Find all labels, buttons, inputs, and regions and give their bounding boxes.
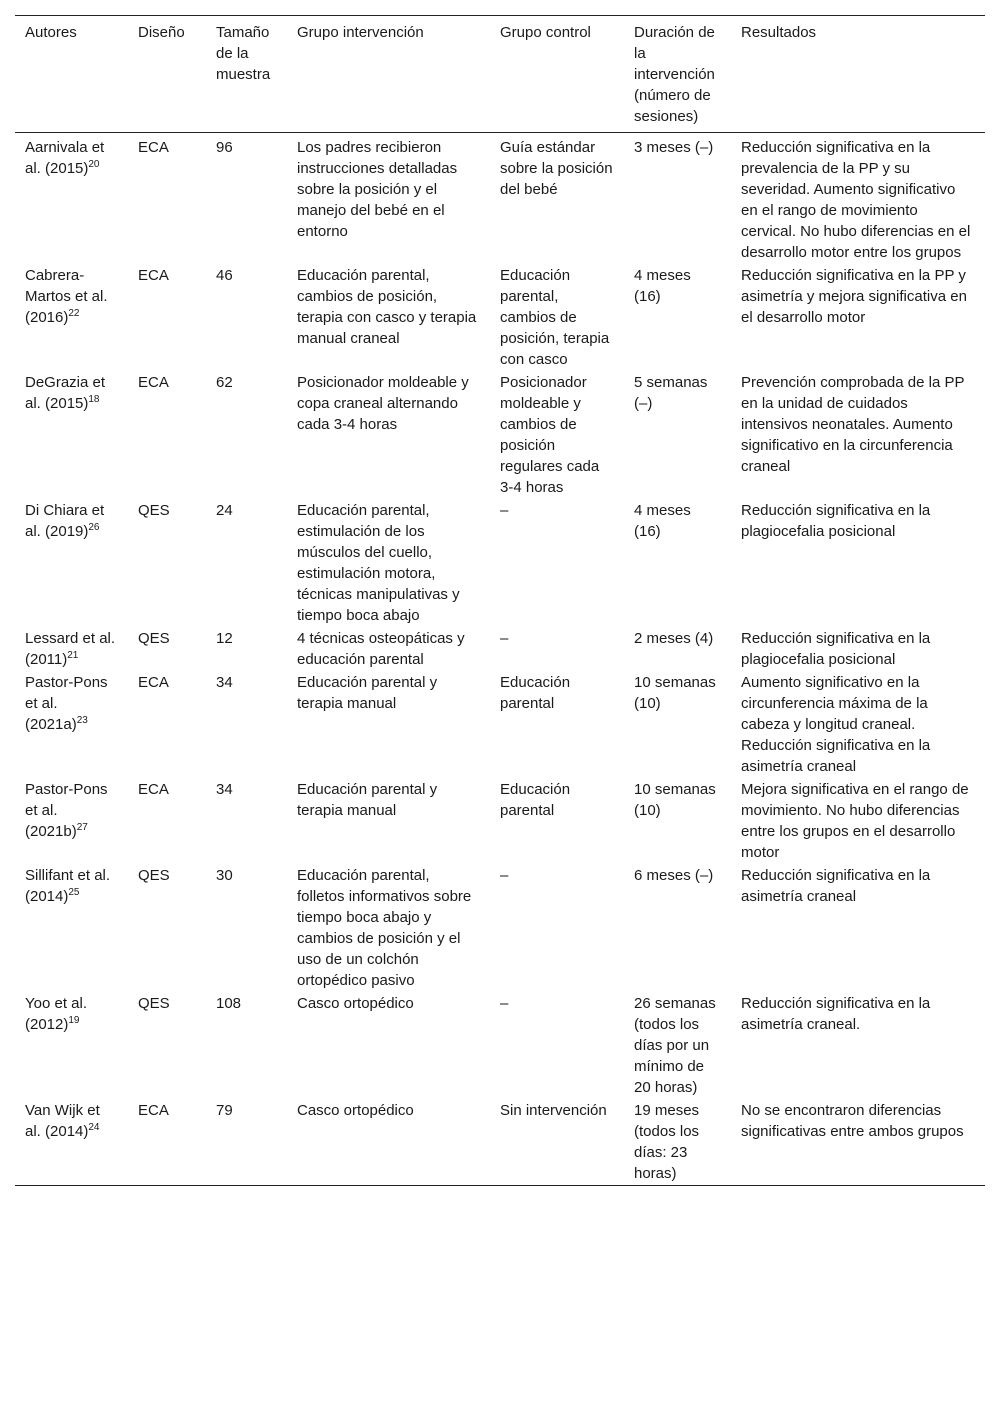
cell-tamano: 46 bbox=[216, 267, 233, 284]
cell-control: Posicionador moldeable y cambios de posición regulares cada 3-4 horas bbox=[500, 374, 600, 496]
cell-control: Sin intervención bbox=[500, 1102, 607, 1119]
header-tamano: Tamaño de la muestra bbox=[216, 24, 271, 83]
cell-duracion: 10 semanas (10) bbox=[634, 674, 716, 712]
reference-number: 25 bbox=[68, 887, 80, 898]
cell-control: – bbox=[500, 630, 509, 647]
cell-resultados: Reducción significativa en la plagiocefalia posicional bbox=[741, 502, 931, 540]
cell-diseno: ECA bbox=[138, 674, 169, 691]
table-row bbox=[15, 264, 985, 371]
cell-tamano: 12 bbox=[216, 630, 233, 647]
table-row bbox=[15, 371, 985, 499]
cell-resultados: Reducción significativa en la prevalencia de la PP y su severidad. Aumento significativo en el rango de movimiento cervical. No hubo diferencias en el desarrollo motor entre los grupos bbox=[741, 139, 971, 261]
cell-resultados: No se encontraron diferencias significativas entre ambos grupos bbox=[741, 1102, 964, 1140]
cell-intervencion: Casco ortopédico bbox=[297, 1102, 414, 1119]
header-resultados: Resultados bbox=[741, 24, 817, 41]
cell-diseno: QES bbox=[138, 630, 170, 647]
cell-intervencion: Los padres recibieron instrucciones detalladas sobre la posición y el manejo del bebé en el entorno bbox=[297, 139, 458, 240]
cell-duracion: 6 meses (–) bbox=[634, 867, 714, 884]
reference-number: 20 bbox=[88, 159, 100, 170]
studies-table bbox=[15, 15, 985, 1186]
cell-duracion: 5 semanas (–) bbox=[634, 374, 708, 412]
cell-control: – bbox=[500, 995, 509, 1012]
header-duracion: Duración de la intervención (número de sesiones) bbox=[634, 24, 715, 125]
reference-number: 21 bbox=[67, 650, 79, 661]
cell-autor bbox=[15, 992, 128, 1099]
author-name: Pastor-Pons et al. (2021b) bbox=[25, 781, 108, 840]
cell-autor bbox=[15, 1099, 128, 1186]
cell-diseno: ECA bbox=[138, 139, 169, 156]
table-row bbox=[15, 1099, 985, 1186]
cell-resultados: Reducción significativa en la asimetría craneal bbox=[741, 867, 931, 905]
cell-diseno: ECA bbox=[138, 1102, 169, 1119]
cell-intervencion: Educación parental, estimulación de los músculos del cuello, estimulación motora, técnicas manipulativas y tiempo boca abajo bbox=[297, 502, 460, 624]
cell-diseno: ECA bbox=[138, 267, 169, 284]
cell-control: Educación parental bbox=[500, 781, 571, 819]
header-autores: Autores bbox=[25, 24, 77, 41]
reference-number: 23 bbox=[76, 715, 88, 726]
cell-tamano: 24 bbox=[216, 502, 233, 519]
cell-resultados: Reducción significativa en la PP y asimetría y mejora significativa en el desarrollo motor bbox=[741, 267, 967, 326]
cell-duracion: 2 meses (4) bbox=[634, 630, 714, 647]
cell-autor bbox=[15, 671, 128, 778]
cell-duracion: 4 meses (16) bbox=[634, 502, 691, 540]
cell-autor bbox=[15, 371, 128, 499]
cell-control: Educación parental bbox=[500, 674, 571, 712]
cell-tamano: 62 bbox=[216, 374, 233, 391]
cell-control: – bbox=[500, 867, 509, 884]
cell-diseno: ECA bbox=[138, 781, 169, 798]
cell-autor bbox=[15, 264, 128, 371]
cell-intervencion: Casco ortopédico bbox=[297, 995, 414, 1012]
cell-control: – bbox=[500, 502, 509, 519]
author-name: DeGrazia et al. (2015) bbox=[25, 374, 106, 412]
cell-resultados: Mejora significativa en el rango de movimiento. No hubo diferencias entre los grupos en el desarrollo motor bbox=[741, 781, 969, 861]
cell-intervencion: Educación parental, cambios de posición, terapia con casco y terapia manual craneal bbox=[297, 267, 477, 347]
table-row bbox=[15, 778, 985, 864]
cell-duracion: 26 semanas (todos los días por un mínimo de 20 horas) bbox=[634, 995, 716, 1096]
cell-diseno: QES bbox=[138, 502, 170, 519]
cell-control: Educación parental, cambios de posición, terapia con casco bbox=[500, 267, 610, 368]
cell-diseno: ECA bbox=[138, 374, 169, 391]
cell-diseno: QES bbox=[138, 995, 170, 1012]
cell-resultados: Reducción significativa en la asimetría craneal. bbox=[741, 995, 931, 1033]
cell-tamano: 34 bbox=[216, 674, 233, 691]
cell-resultados: Prevención comprobada de la PP en la unidad de cuidados intensivos neonatales. Aumento significativo en la circunferencia craneal bbox=[741, 374, 965, 475]
cell-resultados: Reducción significativa en la plagiocefalia posicional bbox=[741, 630, 931, 668]
table-row bbox=[15, 133, 985, 265]
cell-tamano: 79 bbox=[216, 1102, 233, 1119]
cell-tamano: 108 bbox=[216, 995, 242, 1012]
author-name: Pastor-Pons et al. (2021a) bbox=[25, 674, 108, 733]
header-control: Grupo control bbox=[500, 24, 591, 41]
cell-intervencion: Educación parental y terapia manual bbox=[297, 674, 438, 712]
reference-number: 24 bbox=[88, 1122, 100, 1133]
table-row bbox=[15, 499, 985, 627]
cell-tamano: 96 bbox=[216, 139, 233, 156]
cell-tamano: 34 bbox=[216, 781, 233, 798]
cell-duracion: 10 semanas (10) bbox=[634, 781, 716, 819]
table-row bbox=[15, 627, 985, 671]
cell-resultados: Aumento significativo en la circunferencia máxima de la cabeza y longitud craneal. Reducción significativa en la asimetría craneal bbox=[741, 674, 931, 775]
cell-diseno: QES bbox=[138, 867, 170, 884]
author-name: Sillifant et al. (2014) bbox=[25, 867, 111, 905]
reference-number: 19 bbox=[68, 1015, 80, 1026]
author-name: Aarnivala et al. (2015) bbox=[25, 139, 105, 177]
author-name: Lessard et al. (2011) bbox=[25, 630, 116, 668]
cell-autor bbox=[15, 778, 128, 864]
header-diseno: Diseño bbox=[138, 24, 185, 41]
cell-autor bbox=[15, 627, 128, 671]
cell-autor bbox=[15, 864, 128, 992]
cell-intervencion: Educación parental, folletos informativos sobre tiempo boca abajo y cambios de posición y el uso de un colchón ortopédico pasivo bbox=[297, 867, 472, 989]
table-row bbox=[15, 992, 985, 1099]
reference-number: 27 bbox=[76, 822, 88, 833]
cell-duracion: 19 meses (todos los días: 23 horas) bbox=[634, 1102, 700, 1182]
author-name: Di Chiara et al. (2019) bbox=[25, 502, 105, 540]
cell-autor bbox=[15, 133, 128, 265]
reference-number: 22 bbox=[68, 308, 80, 319]
cell-tamano: 30 bbox=[216, 867, 233, 884]
cell-duracion: 3 meses (–) bbox=[634, 139, 714, 156]
author-name: Van Wijk et al. (2014) bbox=[25, 1102, 100, 1140]
reference-number: 26 bbox=[88, 522, 100, 533]
author-name: Yoo et al. (2012) bbox=[25, 995, 87, 1033]
table-header-row bbox=[15, 16, 985, 133]
reference-number: 18 bbox=[88, 394, 100, 405]
cell-intervencion: 4 técnicas osteopáticas y educación parental bbox=[297, 630, 465, 668]
table-row bbox=[15, 671, 985, 778]
cell-autor bbox=[15, 499, 128, 627]
cell-intervencion: Educación parental y terapia manual bbox=[297, 781, 438, 819]
header-intervencion: Grupo intervención bbox=[297, 24, 424, 41]
table-row bbox=[15, 864, 985, 992]
studies-table-container bbox=[15, 15, 985, 1186]
author-name: Cabrera-Martos et al. (2016) bbox=[25, 267, 108, 326]
cell-control: Guía estándar sobre la posición del bebé bbox=[500, 139, 613, 198]
cell-intervencion: Posicionador moldeable y copa craneal alternando cada 3-4 horas bbox=[297, 374, 469, 433]
cell-duracion: 4 meses (16) bbox=[634, 267, 691, 305]
